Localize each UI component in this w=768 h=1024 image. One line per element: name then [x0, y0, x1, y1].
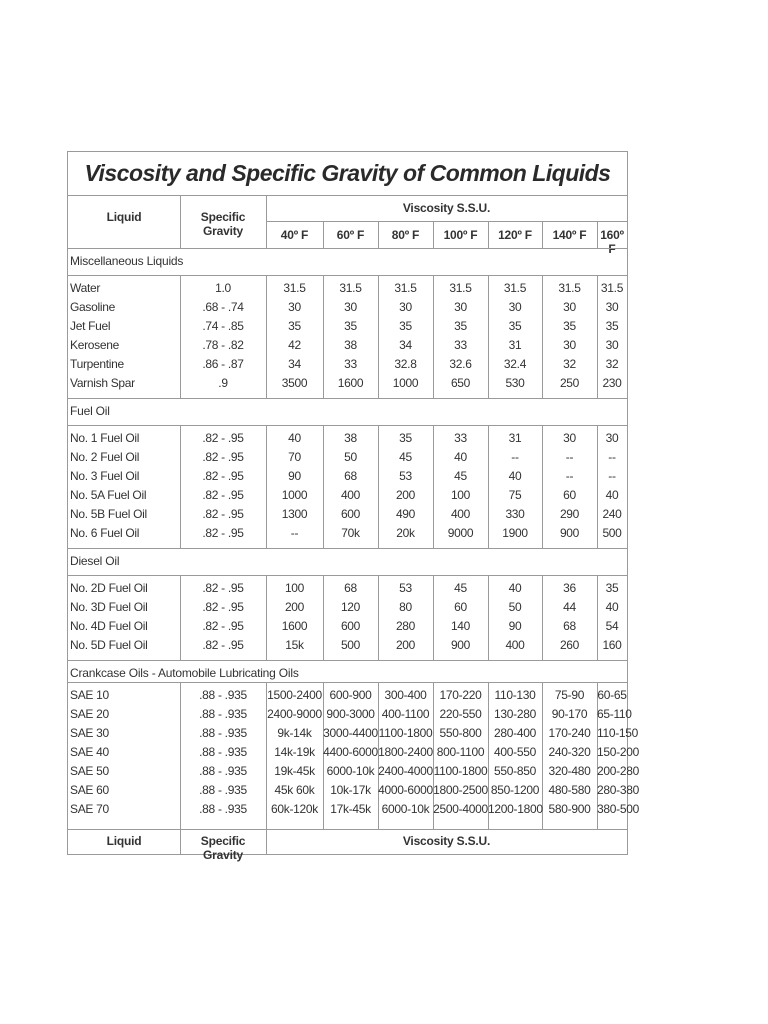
viscosity-value: 480-580: [548, 783, 591, 797]
viscosity-value: 35: [563, 319, 576, 333]
viscosity-value: 42: [288, 338, 301, 352]
viscosity-value: 36: [563, 581, 576, 595]
viscosity-value: 14k-19k: [274, 745, 315, 759]
divider: [378, 221, 379, 248]
table-title: Viscosity and Specific Gravity of Common Liquids: [68, 152, 627, 196]
viscosity-value: 60k-120k: [271, 802, 318, 816]
viscosity-value: 38: [344, 431, 357, 445]
viscosity-value: 44: [563, 600, 576, 614]
liquid-name: SAE 70: [70, 802, 109, 816]
viscosity-value: 20k: [396, 526, 415, 540]
viscosity-value: 6000-10k: [326, 764, 375, 778]
liquid-name: No. 1 Fuel Oil: [70, 431, 140, 445]
divider: [266, 195, 267, 248]
viscosity-value: 100: [450, 488, 471, 502]
viscosity-value: 30: [605, 300, 619, 314]
viscosity-value: 130-280: [494, 707, 536, 721]
viscosity-value: 140: [450, 619, 471, 633]
viscosity-value: 50: [344, 450, 357, 464]
divider: [433, 221, 434, 248]
viscosity-value: 900: [559, 526, 580, 540]
viscosity-value: 200-280: [597, 764, 639, 778]
divider: [180, 195, 181, 248]
viscosity-value: 400-550: [494, 745, 536, 759]
viscosity-value: 75: [508, 488, 522, 502]
header-temp: 60º F: [336, 228, 365, 242]
viscosity-value: 65-110: [597, 707, 632, 721]
viscosity-value: 31: [508, 338, 522, 352]
viscosity-value: 32: [605, 357, 619, 371]
liquid-name: SAE 60: [70, 783, 109, 797]
liquid-name: No. 4D Fuel Oil: [70, 619, 148, 633]
specific-gravity-value: .82 - .95: [202, 581, 244, 595]
divider: [68, 275, 627, 276]
specific-gravity-value: .82 - .95: [202, 526, 244, 540]
viscosity-value: 9000: [447, 526, 474, 540]
viscosity-value: 68: [344, 581, 357, 595]
specific-gravity-value: .88 - .935: [199, 707, 247, 721]
viscosity-value: 300-400: [384, 688, 427, 702]
divider: [180, 829, 181, 854]
viscosity-value: 80: [399, 600, 412, 614]
viscosity-value: 60: [563, 488, 576, 502]
liquid-name: SAE 10: [70, 688, 109, 702]
section-header: Diesel Oil: [70, 554, 120, 568]
viscosity-value: 54: [605, 619, 619, 633]
specific-gravity-value: .78 - .82: [202, 338, 244, 352]
header-temp: 100º F: [443, 228, 478, 242]
specific-gravity-value: .82 - .95: [202, 488, 244, 502]
viscosity-value: 530: [505, 376, 525, 390]
viscosity-value: 40: [605, 488, 619, 502]
liquid-name: SAE 40: [70, 745, 109, 759]
viscosity-value: 290: [559, 507, 580, 521]
viscosity-value: 75-90: [554, 688, 585, 702]
liquid-name: No. 6 Fuel Oil: [70, 526, 140, 540]
specific-gravity-value: .82 - .95: [202, 469, 244, 483]
viscosity-value: 320-480: [548, 764, 591, 778]
divider: [266, 221, 627, 222]
viscosity-value: 1100-1800: [378, 726, 433, 740]
viscosity-value: 600: [340, 619, 361, 633]
viscosity-value: 32.4: [503, 357, 527, 371]
viscosity-table: [67, 151, 639, 862]
viscosity-value: 35: [454, 319, 467, 333]
viscosity-value: 200: [395, 488, 416, 502]
specific-gravity-value: .82 - .95: [202, 638, 244, 652]
viscosity-value: 1000: [392, 376, 419, 390]
viscosity-value: 4400-6000: [323, 745, 378, 759]
specific-gravity-value: .82 - .95: [202, 431, 244, 445]
viscosity-value: 30: [288, 300, 301, 314]
viscosity-value: 38: [344, 338, 357, 352]
viscosity-value: 90-170: [551, 707, 588, 721]
viscosity-value: 34: [399, 338, 412, 352]
viscosity-value: 35: [508, 319, 522, 333]
liquid-name: Jet Fuel: [70, 319, 111, 333]
specific-gravity-value: .88 - .935: [199, 802, 247, 816]
specific-gravity-value: .82 - .95: [202, 450, 244, 464]
viscosity-value: 220-550: [439, 707, 482, 721]
viscosity-value: 35: [288, 319, 301, 333]
viscosity-value: 580-900: [548, 802, 591, 816]
viscosity-value: 600-900: [329, 688, 372, 702]
liquid-name: SAE 30: [70, 726, 109, 740]
viscosity-value: 34: [288, 357, 301, 371]
liquid-name: No. 2D Fuel Oil: [70, 581, 148, 595]
viscosity-value: 31.5: [283, 281, 306, 295]
specific-gravity-value: .88 - .935: [199, 745, 247, 759]
header-viscosity: Viscosity S.S.U.: [402, 201, 491, 215]
divider: [68, 248, 627, 249]
divider: [542, 221, 543, 248]
liquid-name: No. 2 Fuel Oil: [70, 450, 140, 464]
viscosity-value: 280: [395, 619, 416, 633]
viscosity-value: 1300: [281, 507, 308, 521]
viscosity-value: 30: [605, 431, 619, 445]
divider: [68, 829, 627, 830]
viscosity-value: 35: [399, 319, 412, 333]
viscosity-value: 330: [505, 507, 525, 521]
viscosity-value: 1800-2500: [433, 783, 488, 797]
viscosity-value: 3000-4400: [323, 726, 378, 740]
viscosity-value: 35: [344, 319, 357, 333]
viscosity-value: 500: [602, 526, 622, 540]
viscosity-value: 400: [340, 488, 361, 502]
viscosity-value: 2400-9000: [267, 707, 322, 721]
divider: [68, 575, 627, 576]
viscosity-value: 70k: [341, 526, 360, 540]
viscosity-value: 200: [395, 638, 416, 652]
viscosity-value: 31.5: [503, 281, 527, 295]
liquid-name: SAE 50: [70, 764, 109, 778]
viscosity-value: 170-240: [548, 726, 591, 740]
viscosity-value: 30: [605, 338, 619, 352]
viscosity-value: 31.5: [449, 281, 472, 295]
viscosity-value: 33: [454, 338, 467, 352]
viscosity-value: 45k 60k: [274, 783, 315, 797]
header-temp: 40º F: [280, 228, 309, 242]
viscosity-value: 900-3000: [326, 707, 375, 721]
footer-viscosity: Viscosity S.S.U.: [402, 834, 491, 848]
divider: [68, 425, 627, 426]
viscosity-value: 30: [344, 300, 357, 314]
liquid-name: Kerosene: [70, 338, 119, 352]
viscosity-value: 31.5: [600, 281, 624, 295]
header-temp: 140º F: [552, 228, 587, 242]
divider: [68, 682, 627, 683]
viscosity-value: --: [290, 526, 299, 540]
viscosity-value: 240-320: [548, 745, 591, 759]
header-temp: 160º F: [600, 228, 624, 256]
viscosity-value: 2500-4000: [433, 802, 488, 816]
liquid-name: No. 5D Fuel Oil: [70, 638, 148, 652]
specific-gravity-value: .82 - .95: [202, 507, 244, 521]
divider: [597, 221, 598, 248]
header-specific-gravity: Specific Gravity: [200, 210, 246, 238]
viscosity-value: 40: [508, 581, 522, 595]
viscosity-value: 33: [344, 357, 357, 371]
viscosity-value: 68: [563, 619, 576, 633]
viscosity-value: 19k-45k: [274, 764, 315, 778]
specific-gravity-value: .88 - .935: [199, 726, 247, 740]
viscosity-value: --: [608, 469, 616, 483]
viscosity-value: 15k: [285, 638, 304, 652]
footer-liquid: Liquid: [106, 834, 142, 848]
viscosity-value: 30: [563, 431, 576, 445]
viscosity-value: 160: [602, 638, 622, 652]
viscosity-value: 90: [288, 469, 301, 483]
viscosity-value: 120: [340, 600, 361, 614]
viscosity-value: 6000-10k: [381, 802, 430, 816]
specific-gravity-value: .88 - .935: [199, 688, 247, 702]
viscosity-value: 31.5: [558, 281, 581, 295]
viscosity-value: 90: [508, 619, 522, 633]
divider: [266, 829, 267, 854]
viscosity-value: 1800-2400: [378, 745, 433, 759]
viscosity-value: 280-400: [494, 726, 536, 740]
viscosity-value: 650: [450, 376, 471, 390]
viscosity-value: 1900: [502, 526, 528, 540]
viscosity-value: 40: [454, 450, 467, 464]
viscosity-value: 4000-6000: [378, 783, 433, 797]
viscosity-value: 1600: [281, 619, 308, 633]
viscosity-value: 200: [284, 600, 305, 614]
header-temp: 80º F: [391, 228, 420, 242]
liquid-name: No. 3D Fuel Oil: [70, 600, 148, 614]
viscosity-value: 35: [605, 581, 619, 595]
viscosity-value: 260: [559, 638, 580, 652]
viscosity-value: 32.6: [449, 357, 472, 371]
viscosity-value: 600: [340, 507, 361, 521]
viscosity-value: 850-1200: [490, 783, 540, 797]
section-header: Fuel Oil: [70, 404, 110, 418]
viscosity-value: 900: [450, 638, 471, 652]
section-header: Miscellaneous Liquids: [70, 254, 184, 268]
viscosity-value: 250: [559, 376, 580, 390]
specific-gravity-value: 1.0: [215, 281, 231, 295]
liquid-name: Varnish Spar: [70, 376, 135, 390]
divider: [68, 548, 627, 549]
specific-gravity-value: .88 - .935: [199, 783, 247, 797]
specific-gravity-value: .74 - .85: [202, 319, 244, 333]
specific-gravity-value: .68 - .74: [202, 300, 244, 314]
viscosity-value: 170-220: [439, 688, 482, 702]
viscosity-value: 30: [508, 300, 522, 314]
divider: [68, 660, 627, 661]
specific-gravity-value: .9: [218, 376, 228, 390]
specific-gravity-value: .82 - .95: [202, 619, 244, 633]
viscosity-value: 45: [454, 469, 467, 483]
divider: [323, 221, 324, 248]
viscosity-value: 230: [602, 376, 622, 390]
viscosity-value: 35: [605, 319, 619, 333]
viscosity-value: 800-1100: [436, 745, 485, 759]
viscosity-value: 490: [395, 507, 416, 521]
specific-gravity-value: .86 - .87: [202, 357, 244, 371]
viscosity-value: 31.5: [339, 281, 362, 295]
viscosity-value: 32: [563, 357, 576, 371]
viscosity-value: 1200-1800: [488, 802, 543, 816]
viscosity-value: 1100-1800: [433, 764, 488, 778]
viscosity-value: 400: [450, 507, 471, 521]
viscosity-value: 280-380: [597, 783, 639, 797]
viscosity-value: 500: [340, 638, 361, 652]
viscosity-value: 400: [505, 638, 525, 652]
viscosity-value: 33: [454, 431, 467, 445]
viscosity-value: 30: [454, 300, 467, 314]
viscosity-value: --: [608, 450, 616, 464]
liquid-name: Gasoline: [70, 300, 115, 314]
viscosity-value: 35: [399, 431, 412, 445]
divider: [488, 221, 489, 248]
viscosity-value: 110-150: [597, 726, 639, 740]
liquid-name: Turpentine: [70, 357, 124, 371]
section-header: Crankcase Oils - Automobile Lubricating Oils: [70, 666, 299, 680]
viscosity-value: 1500-2400: [267, 688, 322, 702]
viscosity-value: 68: [344, 469, 357, 483]
viscosity-value: 70: [288, 450, 301, 464]
liquid-name: No. 3 Fuel Oil: [70, 469, 140, 483]
viscosity-value: 60-65: [597, 688, 627, 702]
viscosity-value: 30: [563, 338, 576, 352]
viscosity-value: 3500: [281, 376, 308, 390]
viscosity-value: 50: [508, 600, 522, 614]
header-liquid: Liquid: [106, 210, 142, 224]
viscosity-value: 53: [399, 469, 412, 483]
viscosity-value: 30: [563, 300, 576, 314]
viscosity-value: 10k-17k: [330, 783, 371, 797]
viscosity-value: 240: [602, 507, 622, 521]
viscosity-value: --: [565, 469, 574, 483]
viscosity-value: 60: [454, 600, 467, 614]
viscosity-value: --: [565, 450, 574, 464]
viscosity-value: 30: [399, 300, 412, 314]
viscosity-value: 400-1100: [381, 707, 430, 721]
viscosity-value: 1000: [281, 488, 308, 502]
viscosity-value: 550-800: [439, 726, 482, 740]
viscosity-value: 150-200: [597, 745, 639, 759]
viscosity-value: 31.5: [394, 281, 417, 295]
header-temp: 120º F: [498, 228, 532, 242]
liquid-name: SAE 20: [70, 707, 109, 721]
viscosity-value: 380-500: [597, 802, 639, 816]
liquid-name: Water: [70, 281, 101, 295]
liquid-name: No. 5B Fuel Oil: [70, 507, 147, 521]
viscosity-value: 40: [605, 600, 619, 614]
viscosity-value: 40: [288, 431, 301, 445]
viscosity-value: 9k-14k: [277, 726, 312, 740]
specific-gravity-value: .88 - .935: [199, 764, 247, 778]
viscosity-value: 2400-4000: [378, 764, 433, 778]
specific-gravity-value: .82 - .95: [202, 600, 244, 614]
viscosity-value: 31: [508, 431, 522, 445]
viscosity-value: 110-130: [494, 688, 536, 702]
viscosity-value: 1600: [337, 376, 364, 390]
divider: [68, 398, 627, 399]
viscosity-value: 45: [454, 581, 467, 595]
viscosity-value: 17k-45k: [330, 802, 371, 816]
viscosity-value: 40: [508, 469, 522, 483]
footer-specific-gravity: Specific Gravity: [200, 834, 246, 862]
viscosity-value: --: [511, 450, 519, 464]
viscosity-value: 100: [284, 581, 305, 595]
liquid-name: No. 5A Fuel Oil: [70, 488, 147, 502]
viscosity-value: 53: [399, 581, 412, 595]
viscosity-value: 550-850: [494, 764, 536, 778]
viscosity-value: 45: [399, 450, 412, 464]
viscosity-value: 32.8: [394, 357, 417, 371]
